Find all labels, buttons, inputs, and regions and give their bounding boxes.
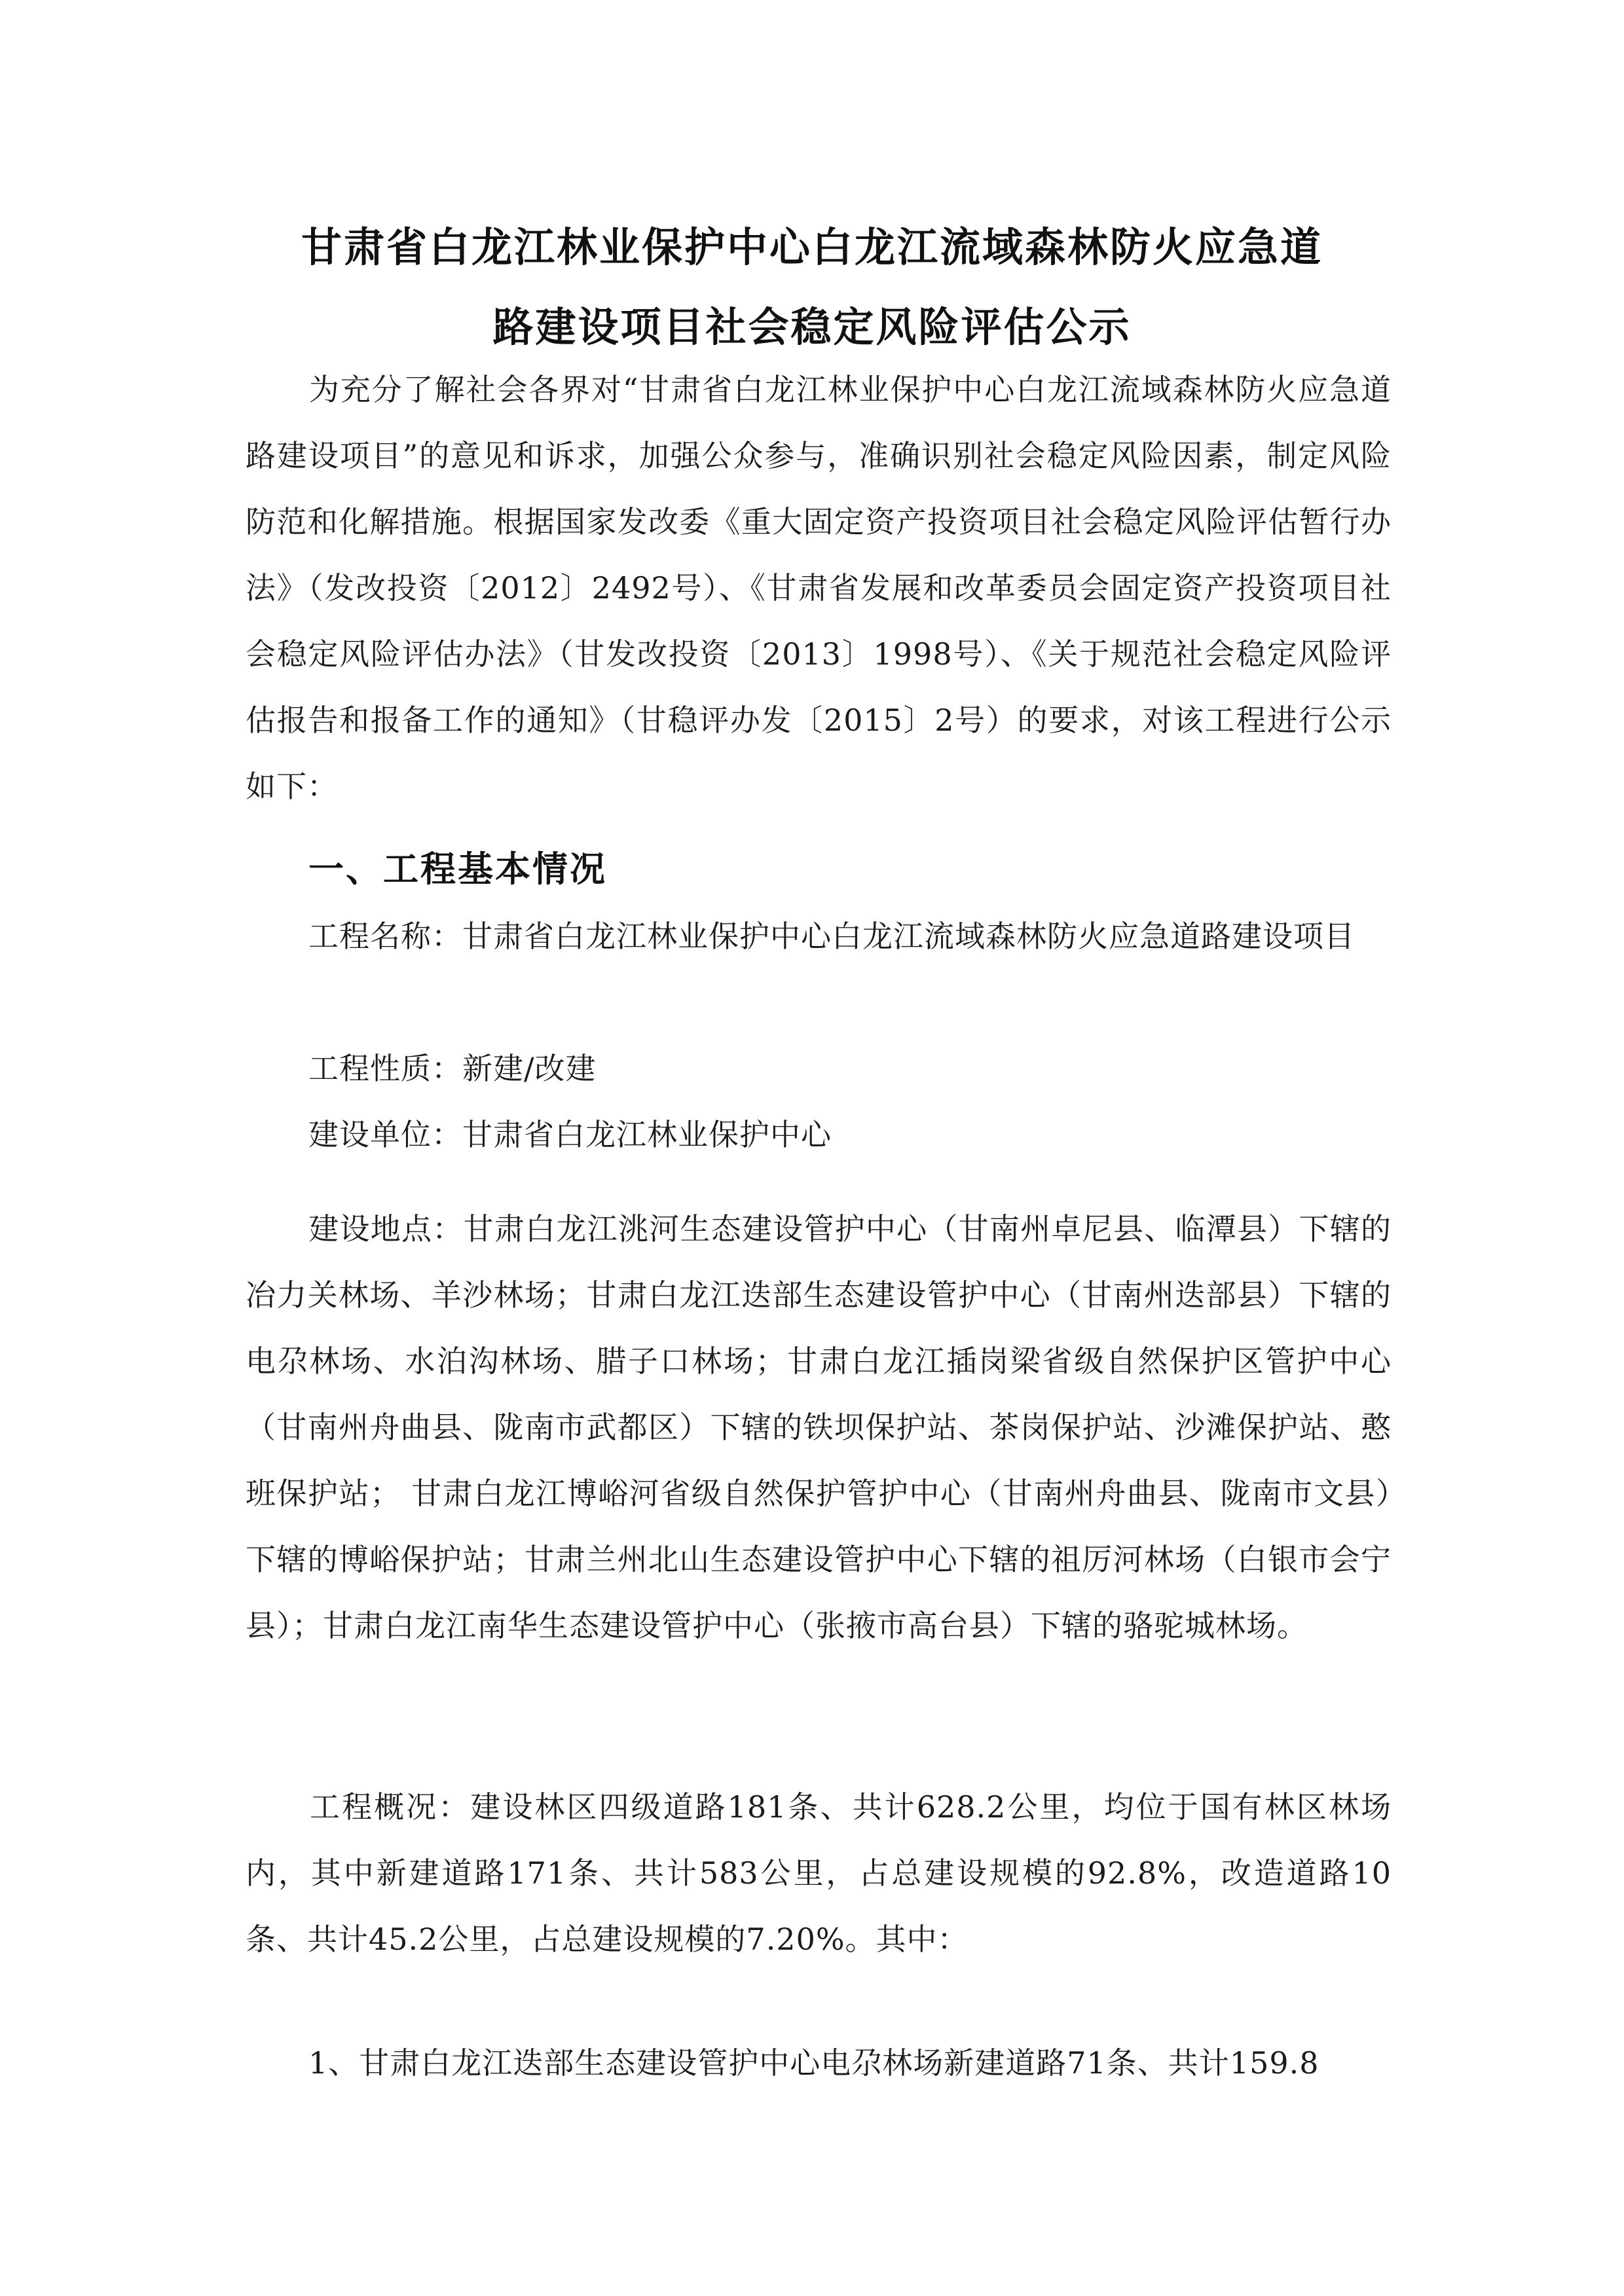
- item-1-text: 1、甘肃白龙江迭部生态建设管护中心电尕林场新建道路71条、共计159.8: [308, 2045, 1320, 2081]
- construction-unit-text: 建设单位：甘肃省白龙江林业保护中心: [308, 1117, 832, 1152]
- construction-unit-paragraph: [246, 1102, 1392, 1168]
- project-overview-paragraph: [246, 1774, 1392, 1973]
- project-nature-paragraph: [246, 1036, 1392, 1102]
- project-nature-text: 工程性质：新建/改建: [308, 1051, 597, 1086]
- project-name-paragraph: [246, 903, 1392, 970]
- project-name-text: 工程名称：甘肃省白龙江林业保护中心白龙江流域森林防火应急道路建设项目: [308, 919, 1355, 954]
- intro-text: 为充分了解社会各界对“甘肃省白龙江林业保护中心白龙江流域森林防火应急道路建设项目”的意见和诉求，加强公众参与，准确识别社会稳定风险因素，制定风险防范和化解措施。根据国家发改委《重大固定资产投资项目社会稳定风险评估暂行办法》（发改投资〔2012〕2492号）、《甘肃省发展和改革委员会固定资产投资项目社会稳定风险评估办法》（甘发改投资〔2013〕1998号）、《关于规范社会稳定风险评估报告和报备工作的通知》（甘稳评办发〔2015〕2号）的要求，对该工程进行公示如下：: [246, 372, 1392, 804]
- document-title-line-1: 甘肃省白龙江林业保护中心白龙江流域森林防火应急道: [301, 223, 1323, 271]
- section-1-heading: 一、工程基本情况: [308, 848, 607, 890]
- document-title-line-2: 路建设项目社会稳定风险评估公示: [492, 303, 1132, 351]
- project-overview-text: 工程概况：建设林区四级道路181条、共计628.2公里，均位于国有林区林场内，其中新建道路171条、共计583公里，占总建设规模的92.8%，改造道路10条、共计45.2公里，占总建设规模的7.20%。其中：: [246, 1789, 1392, 1957]
- construction-location-text: 建设地点：甘肃白龙江洮河生态建设管护中心（甘南州卓尼县、临潭县）下辖的冶力关林场、羊沙林场；甘肃白龙江迭部生态建设管护中心（甘南州迭部县）下辖的电尕林场、水泊沟林场、腊子口林场；甘肃白龙江插岗梁省级自然保护区管护中心（甘南州舟曲县、陇南市武都区）下辖的铁坝保护站、茶岗保护站、沙滩保护站、憨班保护站； 甘肃白龙江博峪河省级自然保护管护中心（甘南州舟曲县、陇南市文县）下辖的博峪保护站；甘肃兰州北山生态建设管护中心下辖的祖厉河林场（白银市会宁县）；甘肃白龙江南华生态建设管护中心（张掖市高台县）下辖的骆驼城林场。: [246, 1211, 1392, 1643]
- construction-location-paragraph: [246, 1196, 1392, 1659]
- intro-paragraph: [246, 357, 1392, 820]
- item-1-paragraph: [246, 2030, 1392, 2096]
